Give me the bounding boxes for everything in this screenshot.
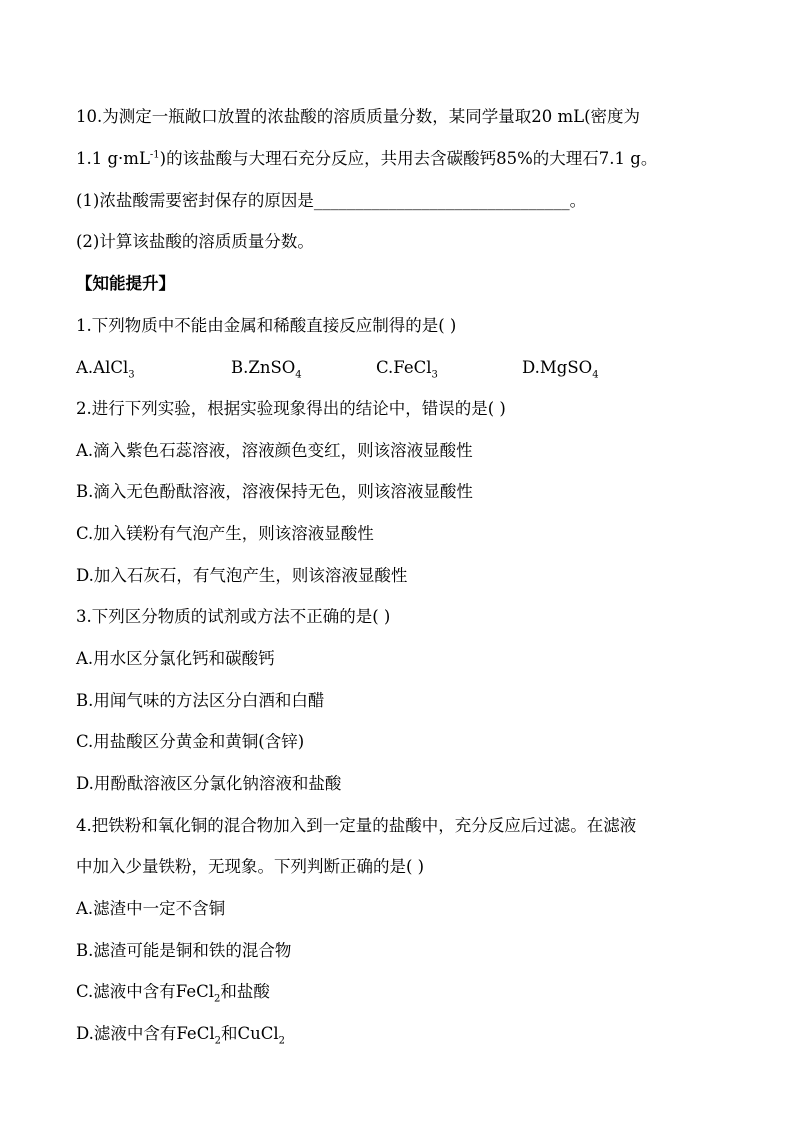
q4-option-b: B.滤渣可能是铜和铁的混合物 [76, 941, 292, 960]
q3-stem: 3.下列区分物质的试剂或方法不正确的是( ) [76, 607, 391, 626]
q10-line2-a: 1.1 g·mL [76, 149, 150, 168]
q10-line1: 10.为测定一瓶敞口放置的浓盐酸的溶质质量分数，某同学量取20 mL(密度为 [76, 107, 641, 126]
section-title: 【知能提升】 [76, 274, 175, 293]
q10-part2: (2)计算该盐酸的溶质质量分数。 [76, 232, 314, 251]
q1-option-d: D.MgSO$_4$ [522, 358, 599, 381]
q10-line2-sup: -1 [149, 149, 160, 161]
q10-part1: (1)浓盐酸需要密封保存的原因是_______________________________。 [76, 191, 587, 210]
q2-option-b: B.滴入无色酚酞溶液，溶液保持无色，则该溶液显酸性 [76, 482, 473, 501]
q2-option-a: A.滴入紫色石蕊溶液，溶液颜色变红，则该溶液显酸性 [76, 441, 473, 460]
q10-line2 [76, 148, 657, 170]
q2-stem: 2.进行下列实验，根据实验现象得出的结论中，错误的是( ) [76, 399, 506, 418]
q1-option-b: B.ZnSO$_4$ [231, 358, 302, 381]
q3-option-d: D.用酚酞溶液区分氯化钠溶液和盐酸 [76, 774, 342, 793]
q4-option-d: D.滤液中含有FeCl$_2$和CuCl$_2$ [76, 1024, 286, 1047]
q3-option-a: A.用水区分氯化钙和碳酸钙 [76, 649, 275, 668]
q1-stem: 1.下列物质中不能由金属和稀酸直接反应制得的是( ) [76, 316, 457, 335]
q4-option-a: A.滤渣中一定不含铜 [76, 899, 226, 918]
q3-option-c: C.用盐酸区分黄金和黄铜(含锌) [76, 732, 305, 751]
q2-option-d: D.加入石灰石，有气泡产生，则该溶液显酸性 [76, 566, 408, 585]
q1-option-c: C.FeCl$_3$ [376, 358, 438, 381]
q4-stem-line1: 4.把铁粉和氧化铜的混合物加入到一定量的盐酸中，充分反应后过滤。在滤液 [76, 816, 637, 835]
q1-option-a: A.AlCl$_3$ [76, 358, 135, 381]
q2-option-c: C.加入镁粉有气泡产生，则该溶液显酸性 [76, 524, 374, 543]
q4-stem-line2: 中加入少量铁粉，无现象。下列判断正确的是( ) [76, 857, 425, 876]
q10-line2-b: )的该盐酸与大理石充分反应，共用去含碳酸钙85%的大理石7.1 g。 [159, 149, 658, 168]
q3-option-b: B.用闻气味的方法区分白酒和白醋 [76, 691, 325, 710]
q4-option-c: C.滤液中含有FeCl$_2$和盐酸 [76, 982, 270, 1005]
